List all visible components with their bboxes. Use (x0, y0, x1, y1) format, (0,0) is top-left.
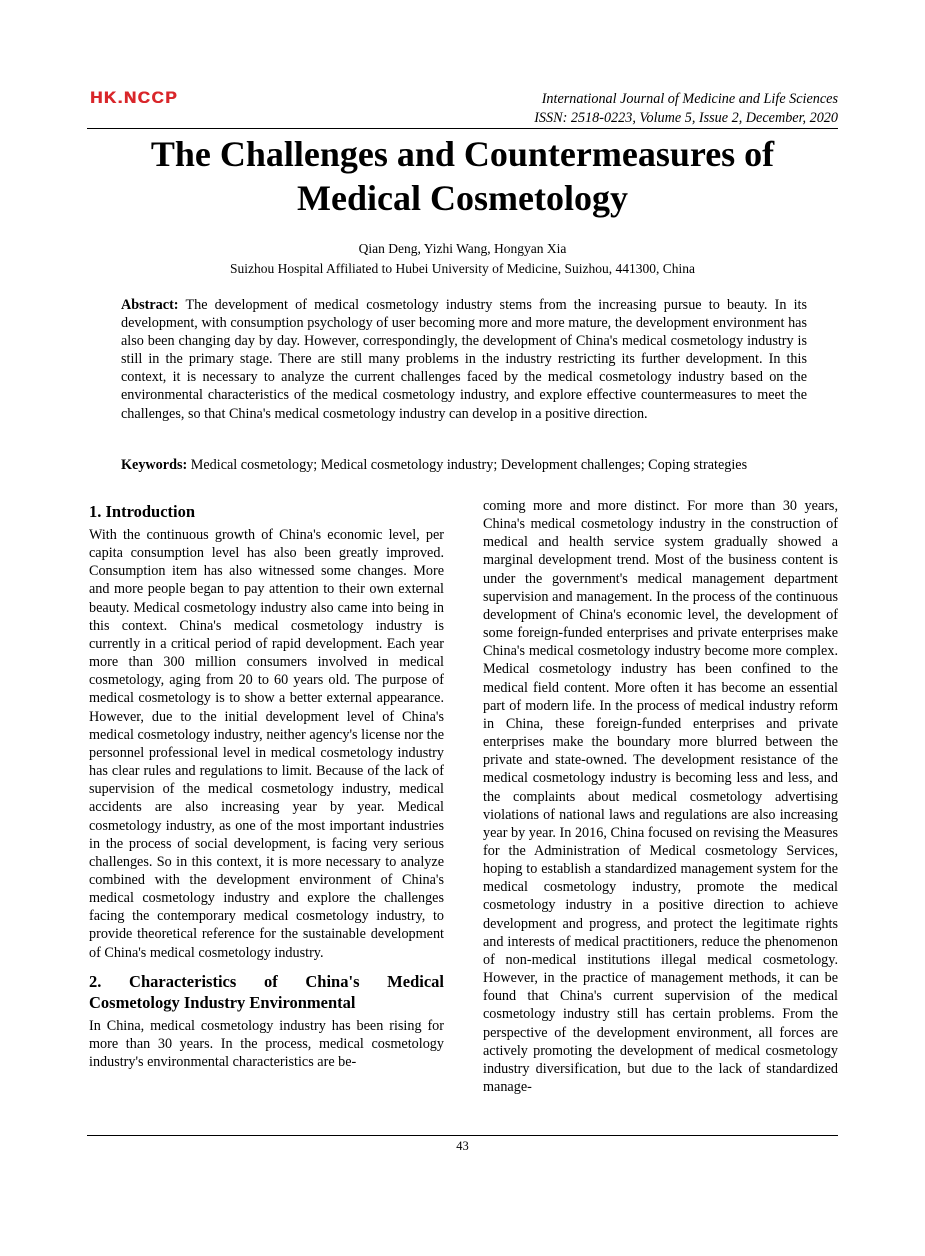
abstract-text: The development of medical cosmetology industry stems from the increasing pursue to beauty. In its development, with consumption psychology of user becoming more and more mature, the development environment has also been changing day by day. However, correspondingly, the development of China's medical cosmetology industry is still in the primary stage. There are still many problems in the industry restricting its further development. In this context, it is necessary to analyze the current challenges faced by the medical cosmetology industry based on the environmental characteristics of the medical cosmetology industry, and explore effective countermeasures to meet the challenges, so that China's medical cosmetology industry can develop in a positive direction. (121, 297, 807, 422)
title-line-2: Medical Cosmetology (297, 178, 628, 218)
affiliation: Suizhou Hospital Affiliated to Hubei University of Medicine, Suizhou, 441300, China (229, 261, 696, 276)
journal-issue: ISSN: 2518-0223, Volume 5, Issue 2, December, 2020 (534, 110, 838, 126)
keywords-label: Keywords: (121, 457, 188, 473)
footer-rule (87, 1135, 838, 1136)
authors: Qian Deng, Yizhi Wang, Hongyan Xia (358, 241, 567, 256)
header-rule (87, 128, 838, 129)
left-column (89, 497, 444, 1071)
abstract-label: Abstract: (121, 297, 179, 313)
journal-info (534, 90, 838, 128)
keywords (121, 456, 807, 474)
journal-name: International Journal of Medicine and Life Sciences (541, 91, 838, 107)
section-2-text-left: In China, medical cosmetology industry has been rising for more than 30 years. In the process, medical cosmetology industry's environmental characteristics are be- (89, 1017, 444, 1071)
section-1-heading: 1. Introduction (89, 502, 196, 521)
title-line-1: The Challenges and Countermeasures of (150, 134, 775, 174)
section-2-text-right: coming more and more distinct. For more than 30 years, China's medical cosmetology industry in the construction of medical and health service system gradually showed a marginal development trend. Most of the business content is under the government's medical management department supervision and management. In the process of the continuous development of China's economic level, the development of some foreign-funded enterprises and private enterprises make China's medical cosmetology industry become more complex. Medical cosmetology industry has been confined to the medical field content. More often it has become an essential part of modern life. In the process of medical industry reform in China, these foreign-funded enterprises and private enterprises make the boundary more blurred between the private and state-owned. The development resistance of the medical cosmetology industry is becoming less and less, and the complaints about medical cosmetology advertising violations of national laws and regulations are also increasing year by year. In 2016, China focused on revising the Measures for the Administration of Medical cosmetology Services, hoping to establish a standardized management system for the medical cosmetology industry, promote the medical cosmetology industry in a positive direction to achieve development and progress, and protect the legitimate rights and interests of medical practitioners, reduce the phenomenon of non-medical institutions illegal medical cosmetology. However, in the practice of management methods, it can be found that China's current supervision of the medical cosmetology industry still has certain problems. From the perspective of the development environment, all forces are actively promoting the development of medical cosmetology industry diversification, but due to the lack of standardized manage- (483, 498, 838, 1095)
abstract (121, 296, 807, 423)
keywords-text: Medical cosmetology; Medical cosmetology industry; Development challenges; Coping strategies (187, 457, 748, 473)
paper-title (60, 132, 865, 220)
section-1-text: With the continuous growth of China's economic level, per capita consumption level has also been greatly improved. Consumption item has also witnessed some changes. More and more people began to pay attention to their own external beauty. Medical cosmetology industry also came into being in this context. China's medical cosmetology industry is currently in a critical period of rapid development. Each year more than 300 million consumers involved in medical cosmetology, aging from 20 to 60 years old. The purpose of medical cosmetology is to show a better external appearance. However, due to the initial development level of China's medical cosmetology industry, neither agency's license nor the personnel professional level in medical cosmetology industry has clear rules and regulations to limit. Because of the lack of supervision of the medical cosmetology industry, medical accidents are also increasing year by year. Medical cosmetology industry, as one of the most important industries in the process of social development, is facing very serious challenges. So in this context, it is more necessary to analyze combined with the development environment of China's medical cosmetology industry and explore the challenges facing the contemporary medical cosmetology industry, to provide theoretical reference for the sustainable development of China's medical cosmetology industry. (89, 527, 444, 961)
section-2-heading: 2. Characteristics of China's Medical Cosmetology Industry Environmental (89, 971, 444, 1012)
page-number: 43 (456, 1139, 469, 1153)
publisher-logo: HK.NCCP (90, 88, 178, 107)
right-column (483, 497, 838, 1096)
